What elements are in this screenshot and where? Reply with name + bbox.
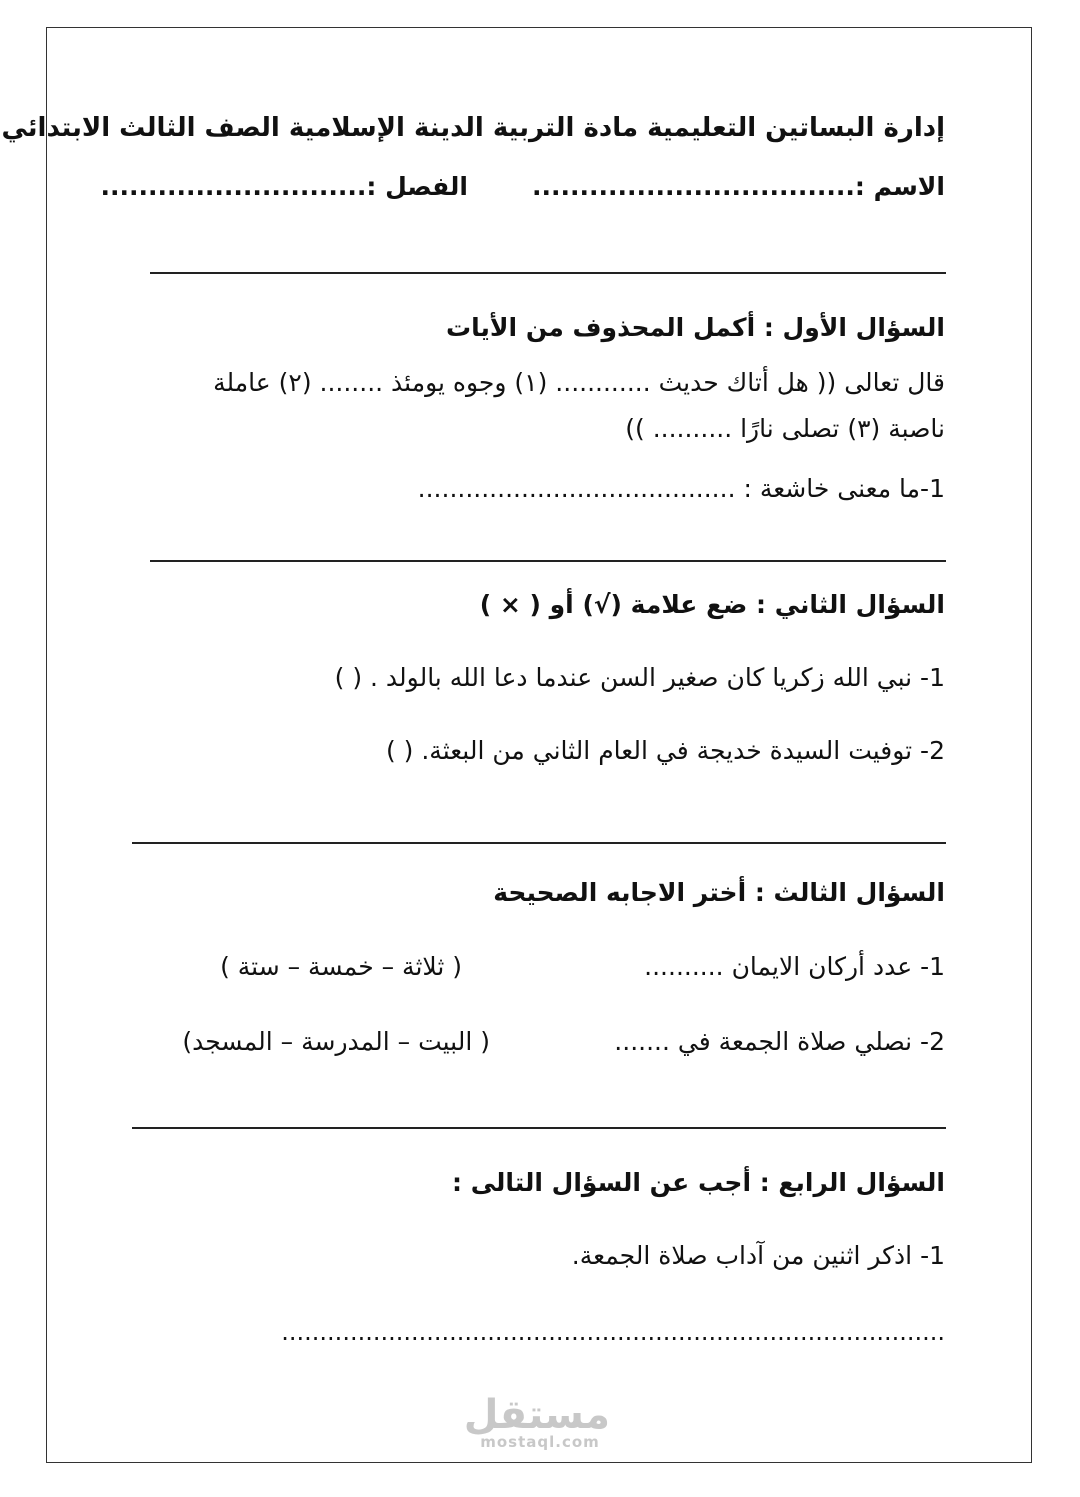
q4-item-1: 1- اذكر اثنين من آداب صلاة الجمعة.: [571, 1241, 945, 1270]
q3-item-2-choices: ( البيت – المدرسة – المسجد): [182, 1027, 490, 1056]
q4-title: السؤال الرابع : أجب عن السؤال التالى :: [452, 1168, 945, 1197]
q2-item-2: 2- توفيت السيدة خديجة في العام الثاني من البعثة. ( ): [385, 736, 945, 765]
watermark-latin: mostaql.com: [480, 1433, 600, 1451]
q2-title: السؤال الثاني : ضع علامة (√) أو ( × ): [479, 590, 945, 619]
watermark-logo: [463, 1392, 610, 1451]
q4-answer-line: .......................................................................................: [281, 1318, 945, 1346]
q3-item-1: 1- عدد أركان الايمان ..........: [644, 952, 945, 981]
q3-item-1-choices: ( ثلاثة – خمسة – ستة ): [220, 952, 462, 981]
q3-title: السؤال الثالث : أختر الاجابه الصحيحة: [493, 878, 945, 907]
watermark-arabic: مستقل: [463, 1392, 610, 1438]
header-line: إدارة البساتين التعليمية مادة التربية الدينة الإسلامية الصف الثالث الابتدائي: [1, 113, 945, 143]
divider-1: [150, 272, 946, 274]
q1-item-1: 1-ما معنى خاشعة : ........................................: [417, 474, 945, 503]
divider-2: [150, 560, 946, 562]
q1-title: السؤال الأول : أكمل المحذوف من الأيات: [446, 313, 945, 342]
q1-verse-line-1: قال تعالى (( هل أتاك حديث ............ (١) وجوه يومئذ ........ (٢) عاملة: [213, 368, 945, 397]
q2-item-1: 1- نبي الله زكريا كان صغير السن عندما دعا الله بالولد . ( ): [334, 663, 945, 692]
q3-item-2: 2- نصلي صلاة الجمعة في .......: [614, 1027, 945, 1056]
student-name-field: الاسم :..................................: [532, 172, 945, 201]
divider-4: [132, 1127, 946, 1129]
divider-3: [132, 842, 946, 844]
class-field: الفصل :............................: [100, 172, 468, 201]
q1-verse-line-2: ناصبة (٣) تصلى نارًا .......... )): [625, 414, 945, 443]
